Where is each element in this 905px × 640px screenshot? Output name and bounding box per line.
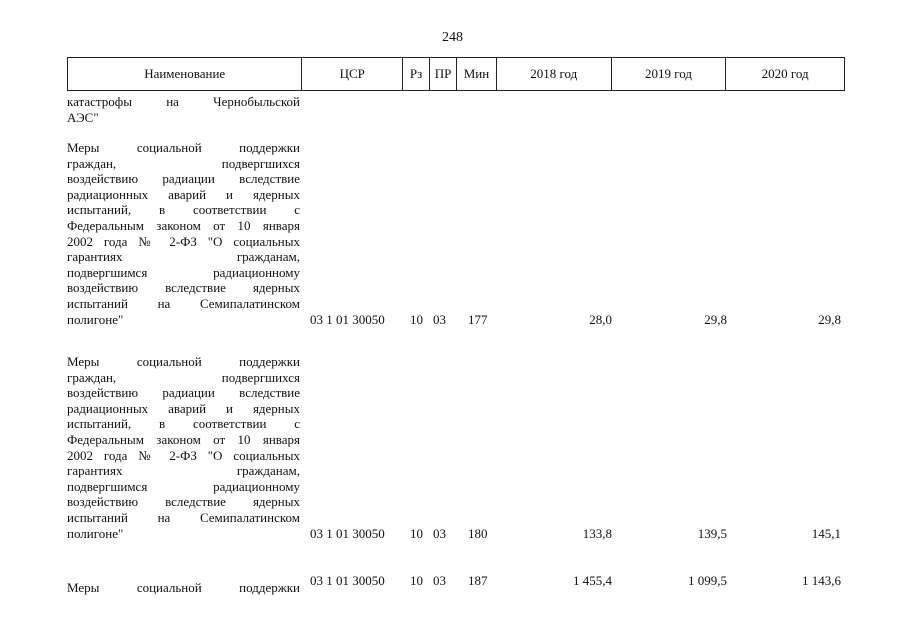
cell-csr: 03 1 01 30050 — [310, 311, 385, 327]
name-line: 2002 года № 2-ФЗ "О социальных — [67, 447, 300, 463]
cell-2020: 1 143,6 — [802, 573, 841, 588]
cell-2018: 28,0 — [589, 311, 612, 327]
cell-csr: 03 1 01 30050 — [310, 573, 385, 588]
cell-2018: 133,8 — [582, 525, 612, 541]
row-name — [67, 140, 300, 327]
cell-min: 187 — [468, 573, 488, 588]
header-year-2018: 2018 год — [497, 58, 612, 90]
cell-csr: 03 1 01 30050 — [310, 525, 385, 541]
cell-rz: 10 — [410, 311, 423, 327]
cell-2019: 29,8 — [704, 311, 727, 327]
header-rz: Рз — [403, 58, 430, 90]
name-line: полигоне" — [67, 311, 124, 327]
name-line: граждан, подвергшихся — [67, 155, 300, 171]
cell-2020: 145,1 — [811, 525, 841, 541]
name-line: радиационных аварий и ядерных — [67, 400, 300, 416]
header-csr: ЦСР — [302, 58, 403, 90]
name-line: испытаний, в соответствии с — [67, 202, 300, 218]
name-line: воздействию радиации вследствие — [67, 385, 300, 401]
cell-2020: 29,8 — [818, 311, 841, 327]
name-line: полигоне" — [67, 525, 124, 541]
name-line: АЭС" — [67, 109, 99, 125]
page-number: 248 — [442, 30, 463, 45]
cell-min: 180 — [468, 525, 488, 541]
name-line: гарантиях гражданам, — [67, 463, 300, 479]
name-line: испытаний на Семипалатинском — [67, 509, 300, 525]
row-name — [67, 580, 300, 596]
name-line: воздействию вследствие ядерных — [67, 494, 300, 510]
cell-2018: 1 455,4 — [573, 573, 612, 588]
cell-pr: 03 — [433, 311, 446, 327]
name-line: воздействию радиации вследствие — [67, 171, 300, 187]
header-min: Мин — [457, 58, 497, 90]
name-line: катастрофы на Чернобыльской — [67, 94, 300, 109]
name-line: испытаний на Семипалатинском — [67, 295, 300, 311]
row-name — [67, 94, 300, 125]
name-line: Федеральным законом от 10 января — [67, 217, 300, 233]
name-line: Федеральным законом от 10 января — [67, 431, 300, 447]
row-name — [67, 354, 300, 541]
cell-2019: 139,5 — [697, 525, 727, 541]
header-year-2019: 2019 год — [612, 58, 727, 90]
table-header — [67, 57, 845, 91]
header-pr: ПР — [430, 58, 457, 90]
cell-pr: 03 — [433, 573, 446, 588]
name-line: Меры социальной поддержки — [67, 140, 300, 155]
name-line: подвергшимся радиационному — [67, 478, 300, 494]
header-name: Наименование — [68, 58, 302, 90]
cell-pr: 03 — [433, 525, 446, 541]
cell-rz: 10 — [410, 573, 423, 588]
name-line: граждан, подвергшихся — [67, 369, 300, 385]
name-line: испытаний, в соответствии с — [67, 416, 300, 432]
name-line: Меры социальной поддержки — [67, 354, 300, 369]
name-line: подвергшимся радиационному — [67, 264, 300, 280]
name-line: воздействию вследствие ядерных — [67, 280, 300, 296]
cell-min: 177 — [468, 311, 488, 327]
name-line: 2002 года № 2-ФЗ "О социальных — [67, 233, 300, 249]
name-line: Меры социальной поддержки — [67, 580, 300, 595]
header-year-2020: 2020 год — [761, 66, 809, 81]
cell-rz: 10 — [410, 525, 423, 541]
name-line: радиационных аварий и ядерных — [67, 186, 300, 202]
cell-2019: 1 099,5 — [688, 573, 727, 588]
name-line: гарантиях гражданам, — [67, 249, 300, 265]
